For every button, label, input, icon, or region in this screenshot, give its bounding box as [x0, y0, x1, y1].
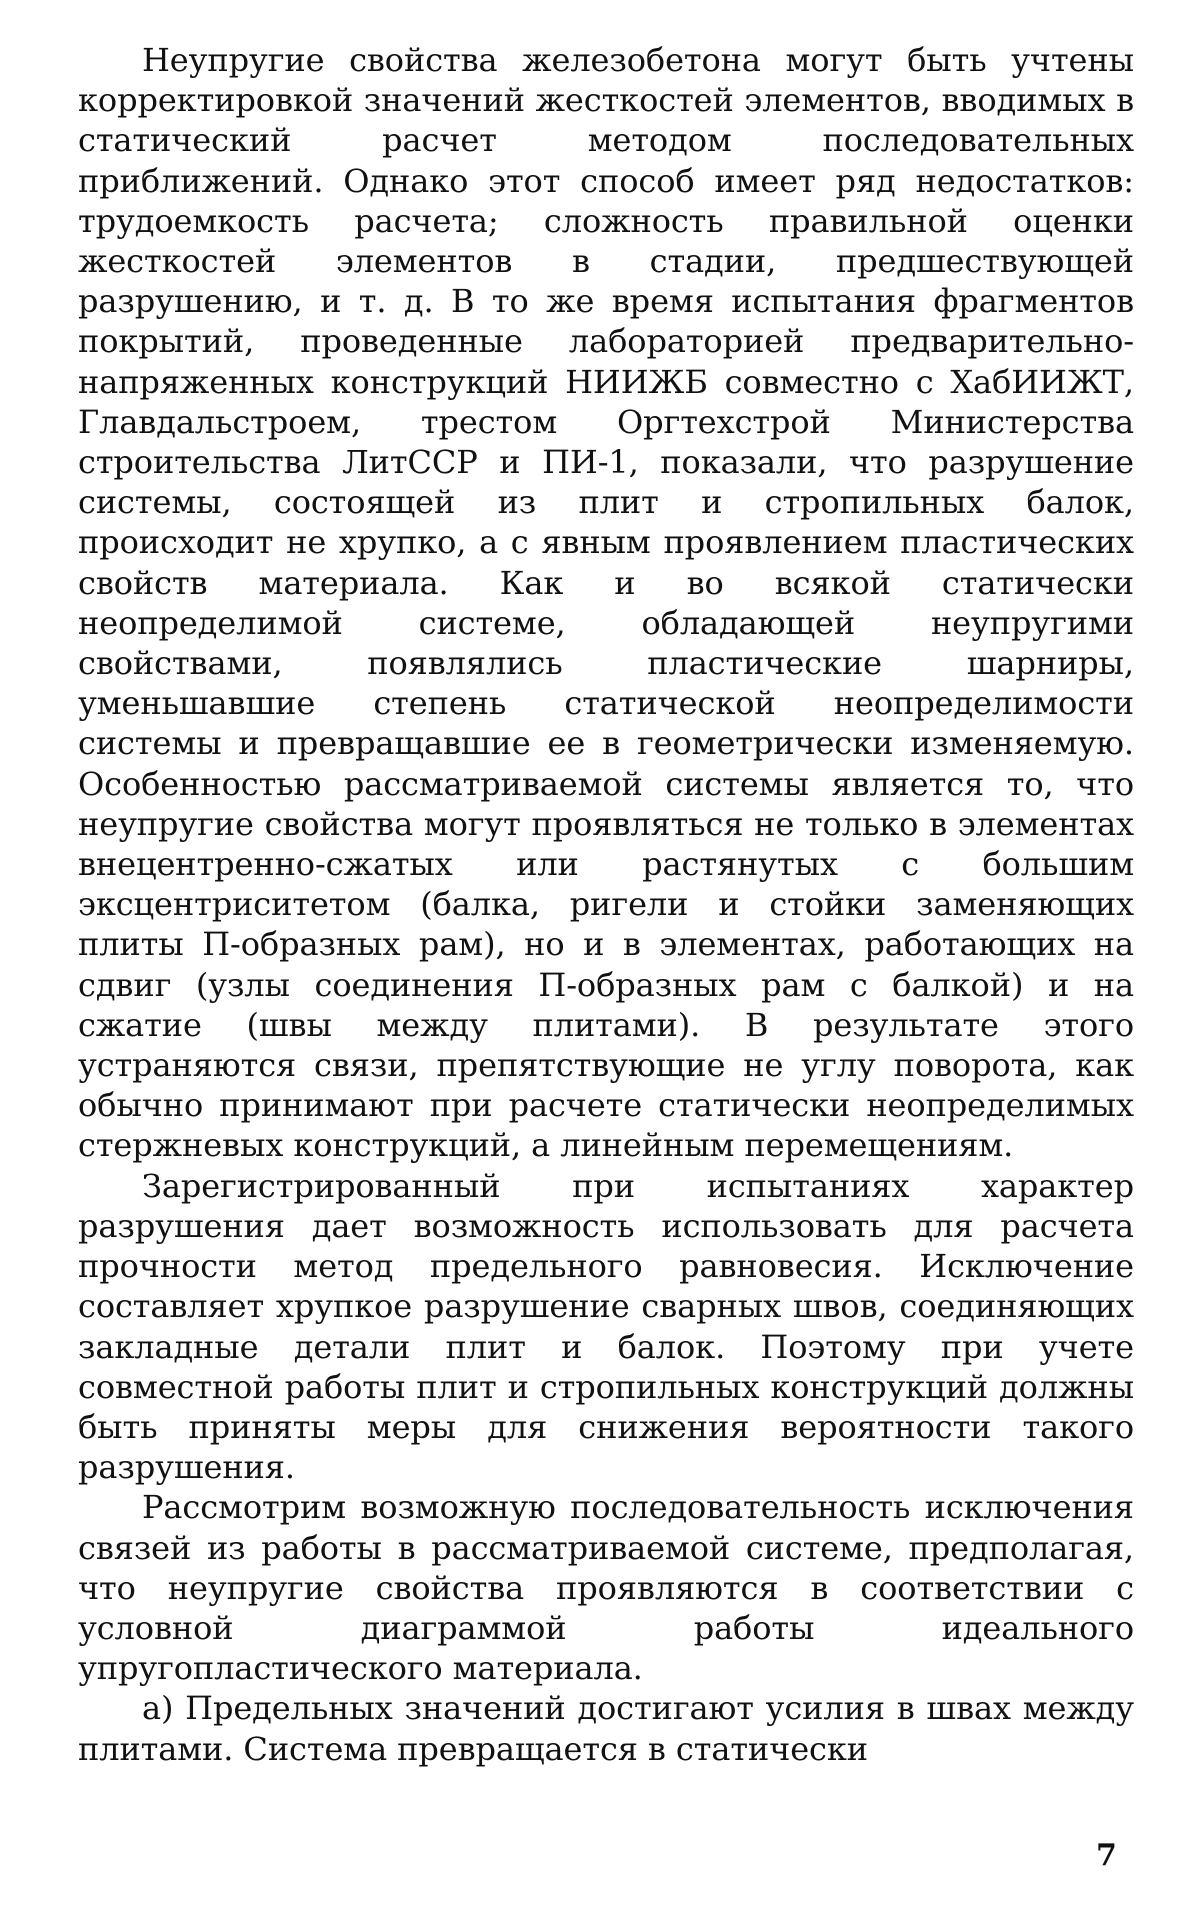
paragraph-4: а) Предельных значений достигают усилия в швах между плитами. Система превращается в статически: [78, 1689, 1134, 1768]
body-text: [78, 40, 1134, 1769]
page-number: 7: [1096, 1838, 1117, 1873]
paragraph-3: Рассмотрим возможную последовательность исключения связей из работы в рассматриваемой системе, предполагая, что неупругие свойства проявляются в соответствии с условной диаграммой работы идеального упругопластического материала.: [78, 1488, 1134, 1688]
paragraph-1: Неупругие свойства железобетона могут быть учтены корректировкой значений жесткостей элементов, вводимых в статический расчет методом последовательных приближений. Однако этот способ имеет ряд недостатков: трудоемкость расчета; сложность правильной оценки жесткостей элементов в стадии, предшествующей разрушению, и т. д. В то же время испытания фрагментов покрытий, проведенные лабораторией предварительно-напряженных конструкций НИИЖБ совместно с ХабИИЖТ, Главдальстроем, трестом Оргтехстрой Министерства строительства ЛитССР и ПИ-1, показали, что разрушение системы, состоящей из плит и стропильных балок, происходит не хрупко, а с явным проявлением пластических свойств материала. Как и во всякой статически неопределимой системе, обладающей неупругими свойствами, появлялись пластические шарниры, уменьшавшие степень статической неопределимости системы и превращавшие ее в геометрически изменяемую. Особенностью рассматриваемой системы является то, что неупругие свойства могут проявляться не только в элементах внецентренно-сжатых или растянутых с большим эксцентриситетом (балка, ригели и стойки заменяющих плиты П-образных рам), но и в элементах, работающих на сдвиг (узлы соединения П-образных рам с балкой) и на сжатие (швы между плитами). В результате этого устраняются связи, препятствующие не углу поворота, как обычно принимают при расчете статически неопределимых стержневых конструкций, а линейным перемещениям.: [78, 41, 1134, 1165]
paragraph-2: Зарегистрированный при испытаниях характер разрушения дает возможность использовать для расчета прочности метод предельного равновесия. Исключение составляет хрупкое разрушение сварных швов, соединяющих закладные детали плит и балок. Поэтому при учете совместной работы плит и стропильных конструкций должны быть приняты меры для снижения вероятности такого разрушения.: [78, 1166, 1134, 1487]
